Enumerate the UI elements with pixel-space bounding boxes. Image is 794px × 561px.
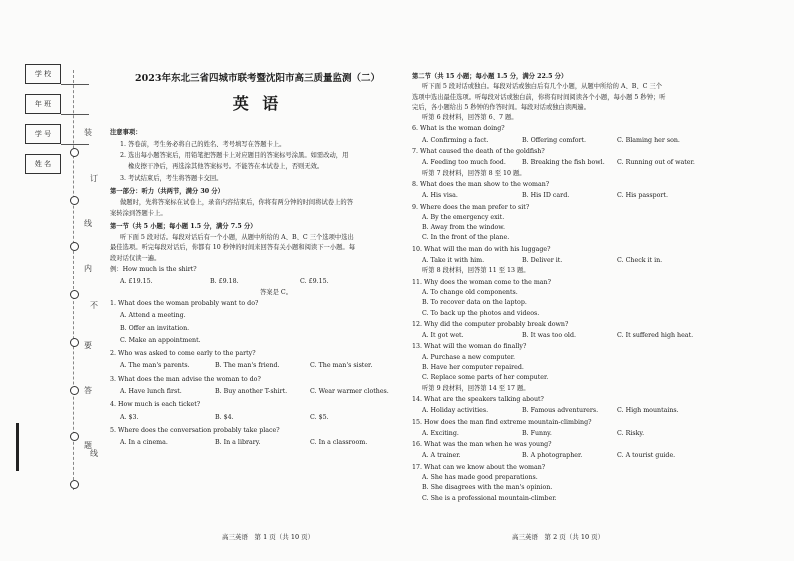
options <box>412 160 702 166</box>
section2-intro: 选项中选出最佳选项。听每段对话或独白前，你将有时间阅读各个小题，每小题 5 秒钟；听 <box>412 93 666 101</box>
options <box>412 431 702 437</box>
part1-heading: 第一部分：听力（共两节，满分 30 分） <box>110 187 224 195</box>
exam-title: 2023年东北三省四城市联考暨沈阳市高三质量监测（二） <box>135 73 380 84</box>
right-column <box>412 74 702 502</box>
options <box>110 389 405 395</box>
binding-hole <box>70 290 79 299</box>
question-17: 17. What can we know about the woman? <box>412 463 546 471</box>
option-c[interactable]: C. Make an appointment. <box>120 336 201 344</box>
material-lead: 听第 9 段材料，回答第 14 至 17 题。 <box>422 384 530 392</box>
option-a[interactable]: A. $3. <box>120 413 139 421</box>
field-label: 姓 名 <box>34 160 52 168</box>
option-c[interactable]: C. In a classroom. <box>310 439 368 447</box>
option-b[interactable]: B. Offer an invitation. <box>120 324 190 332</box>
subject-title: 英 语 <box>232 93 283 113</box>
option-a[interactable]: A. Feeding too much food. <box>422 159 506 167</box>
section2-intro: 完后，各小题给出 5 秒钟的作答时间。每段对话或独白读两遍。 <box>412 103 591 111</box>
option-b[interactable]: B. £9.18. <box>210 278 239 286</box>
question-16: 16. What was the man when he was young? <box>412 441 552 449</box>
question-7: 7. What caused the death of the goldfish? <box>412 148 545 156</box>
option-b[interactable]: B. Buy another T-shirt. <box>215 388 288 396</box>
name-field[interactable] <box>25 154 61 174</box>
binding-hole <box>70 480 79 489</box>
section1-intro: 段对话仅读一遍。 <box>110 254 161 262</box>
option-c[interactable]: C. Blaming her son. <box>617 136 680 144</box>
question-6: 6. What is the woman doing? <box>412 125 505 133</box>
option-c[interactable]: C. Wear warmer clothes. <box>310 388 389 396</box>
options <box>412 193 702 199</box>
options <box>412 333 702 339</box>
option-a[interactable]: A. Holiday activities. <box>422 407 489 415</box>
divider <box>61 84 89 85</box>
scan-mark <box>16 423 19 471</box>
option-c[interactable]: C. To back up the photos and videos. <box>422 309 540 317</box>
option-b[interactable]: B. To recover data on the laptop. <box>422 299 527 307</box>
option-b[interactable]: B. Have her computer repaired. <box>422 364 524 372</box>
binding-hole <box>70 338 79 347</box>
section2-heading: 第二节（共 15 小题；每小题 1.5 分，满分 22.5 分） <box>412 73 568 80</box>
field-label: 学 校 <box>34 70 52 78</box>
option-c[interactable]: C. Running out of water. <box>617 159 695 167</box>
option-b[interactable]: B. In a library. <box>215 439 261 447</box>
note-item: 橡皮擦干净后，再选涂其他答案标号。不能答在本试卷上，否则无效。 <box>128 163 324 171</box>
divider <box>61 114 89 115</box>
note-item: 3. 考试结束后，考生将答题卡交回。 <box>120 174 223 182</box>
option-b[interactable]: B. Funny. <box>522 429 552 437</box>
option-c[interactable]: C. High mountains. <box>617 407 679 415</box>
options <box>110 415 405 421</box>
binding-mark: 答 <box>84 386 92 395</box>
question-11: 11. Why does the woman come to the man? <box>412 278 551 286</box>
school-field[interactable] <box>25 64 61 84</box>
option-c[interactable]: C. A tourist guide. <box>617 452 676 460</box>
option-a[interactable]: A. The man's parents. <box>120 362 190 370</box>
left-column <box>110 74 405 447</box>
question-8: 8. What does the man show to the woman? <box>412 180 550 188</box>
material-lead: 听第 6 段材料，回答第 6、7 题。 <box>422 114 518 122</box>
material-lead: 听第 7 段材料，回答第 8 至 10 题。 <box>422 169 526 177</box>
note-item: 1. 答卷前，考生务必将自己的姓名、考号填写在答题卡上。 <box>120 140 286 148</box>
option-a[interactable]: A. In a cinema. <box>120 439 168 447</box>
field-label: 学 号 <box>34 130 52 138</box>
option-b[interactable]: B. It was too old. <box>522 332 576 340</box>
question-4: 4. How much is each ticket? <box>110 401 201 409</box>
example-question: 例：How much is the shirt? <box>110 266 197 274</box>
option-c[interactable]: C. It suffered high heat. <box>617 332 694 340</box>
material-lead: 听第 8 段材料，回答第 11 至 13 题。 <box>422 267 530 275</box>
option-b[interactable]: B. Deliver it. <box>522 257 563 265</box>
binding-mark: 装 <box>84 128 92 137</box>
question-13: 13. What will the woman do finally? <box>412 343 527 351</box>
notes-heading: 注意事项： <box>110 128 142 136</box>
binding-hole <box>70 148 79 157</box>
option-b[interactable]: B. His ID card. <box>522 192 570 200</box>
example-answer: 答案是 C。 <box>260 288 293 296</box>
question-9: 9. Where does the man prefer to sit? <box>412 203 530 211</box>
option-c[interactable]: C. Check it in. <box>617 257 663 265</box>
option-c[interactable]: C. Risky. <box>617 429 645 437</box>
option-b[interactable]: B. The man's friend. <box>215 362 280 370</box>
binding-mark: 不 <box>90 301 98 310</box>
option-a[interactable]: A. A trainer. <box>422 452 461 460</box>
option-a[interactable]: A. She has made good preparations. <box>422 473 538 481</box>
option-b[interactable]: B. Away from the window. <box>422 224 505 232</box>
binding-line <box>73 70 75 490</box>
question-14: 14. What are the speakers talking about? <box>412 395 544 403</box>
question-1: 1. What does the woman probably want to do? <box>110 299 259 307</box>
option-a[interactable]: A. Exciting. <box>422 429 459 437</box>
binding-mark: 线 <box>84 219 92 228</box>
question-3: 3. What does the man advise the woman to do? <box>110 375 261 383</box>
option-b[interactable]: B. Offering comfort. <box>522 136 587 144</box>
binding-mark: 线 <box>90 449 98 458</box>
option-c[interactable]: C. £9.15. <box>300 278 329 286</box>
option-a[interactable]: A. By the emergency exit. <box>422 213 505 221</box>
question-5: 5. Where does the conversation probably take place? <box>110 426 280 434</box>
part1-intro: 案转涂到答题卡上。 <box>110 209 167 217</box>
binding-mark: 内 <box>84 264 92 273</box>
section1-intro: 最佳选项。听完每段对话后，你都有 10 秒钟的时间来回答有关小题和阅读下一小题。每 <box>110 244 356 252</box>
option-b[interactable]: B. Famous adventurers. <box>522 407 599 415</box>
binding-mark: 题 <box>84 441 92 450</box>
section1-heading: 第一节（共 5 小题；每小题 1.5 分，满分 7.5 分） <box>110 222 257 230</box>
question-15: 15. How does the man find extreme mountain-climbing? <box>412 418 592 426</box>
option-a[interactable]: A. Attend a meeting. <box>120 312 186 320</box>
binding-mark: 要 <box>84 341 92 350</box>
note-item: 2. 选出每小题答案后，用铅笔把答题卡上对应题目的答案标号涂黑。如需改动，用 <box>120 152 349 160</box>
question-2: 2. Who was asked to come early to the party? <box>110 350 256 358</box>
option-c[interactable]: C. $5. <box>310 413 329 421</box>
option-b[interactable]: B. A photographer. <box>522 452 583 460</box>
example-options <box>110 279 405 285</box>
options <box>110 440 405 446</box>
options <box>412 258 702 264</box>
option-c[interactable]: C. In the front of the plane. <box>422 234 510 242</box>
option-a[interactable]: A. It got wet. <box>422 332 464 340</box>
binding-mark: 订 <box>90 174 98 183</box>
option-a[interactable]: A. Confirming a fact. <box>422 136 489 144</box>
student-number-field[interactable] <box>25 124 61 144</box>
options <box>412 138 702 144</box>
page-footer-left: 高三英语 第 1 页（共 10 页） <box>222 533 315 541</box>
binding-hole <box>70 196 79 205</box>
part1-intro: 做题时，先将答案标在试卷上，录音内容结束后，你将有两分钟的时间将试卷上的答 <box>120 199 353 207</box>
option-c[interactable]: C. Replace some parts of her computer. <box>422 374 549 382</box>
section1-intro: 听下面 5 段对话。每段对话后有一个小题，从题中所给的 A、B、C 三个选项中选出 <box>120 234 354 242</box>
options <box>412 408 702 414</box>
option-c[interactable]: C. His passport. <box>617 192 668 200</box>
option-c[interactable]: C. She is a professional mountain-climber. <box>422 494 557 502</box>
options <box>110 363 405 369</box>
class-field[interactable] <box>25 94 61 114</box>
page-footer-right: 高三英语 第 2 页（共 10 页） <box>512 533 605 541</box>
binding-hole <box>70 386 79 395</box>
question-10: 10. What will the man do with his luggage? <box>412 245 551 253</box>
option-b[interactable]: B. $4. <box>215 413 234 421</box>
section2-intro: 听下面 5 段对话或独白。每段对话或独白后有几个小题，从题中所给的 A、B、C 三个 <box>422 83 663 91</box>
option-b[interactable]: B. She disagrees with the man's opinion. <box>422 484 553 492</box>
option-b[interactable]: B. Breaking the fish bowl. <box>522 159 605 167</box>
option-a[interactable]: A. His visa. <box>422 192 458 200</box>
option-a[interactable]: A. To change old components. <box>422 288 518 296</box>
binding-hole <box>70 432 79 441</box>
options <box>412 453 702 459</box>
binding-hole <box>70 242 79 251</box>
divider <box>61 144 89 145</box>
option-a[interactable]: A. Take it with him. <box>422 257 485 265</box>
question-12: 12. Why did the computer probably break down? <box>412 320 569 328</box>
option-a[interactable]: A. Have lunch first. <box>120 388 182 396</box>
field-label: 年 班 <box>34 100 52 108</box>
option-c[interactable]: C. The man's sister. <box>310 362 373 370</box>
option-a[interactable]: A. £19.15. <box>120 278 153 286</box>
option-a[interactable]: A. Purchase a new computer. <box>422 353 516 361</box>
